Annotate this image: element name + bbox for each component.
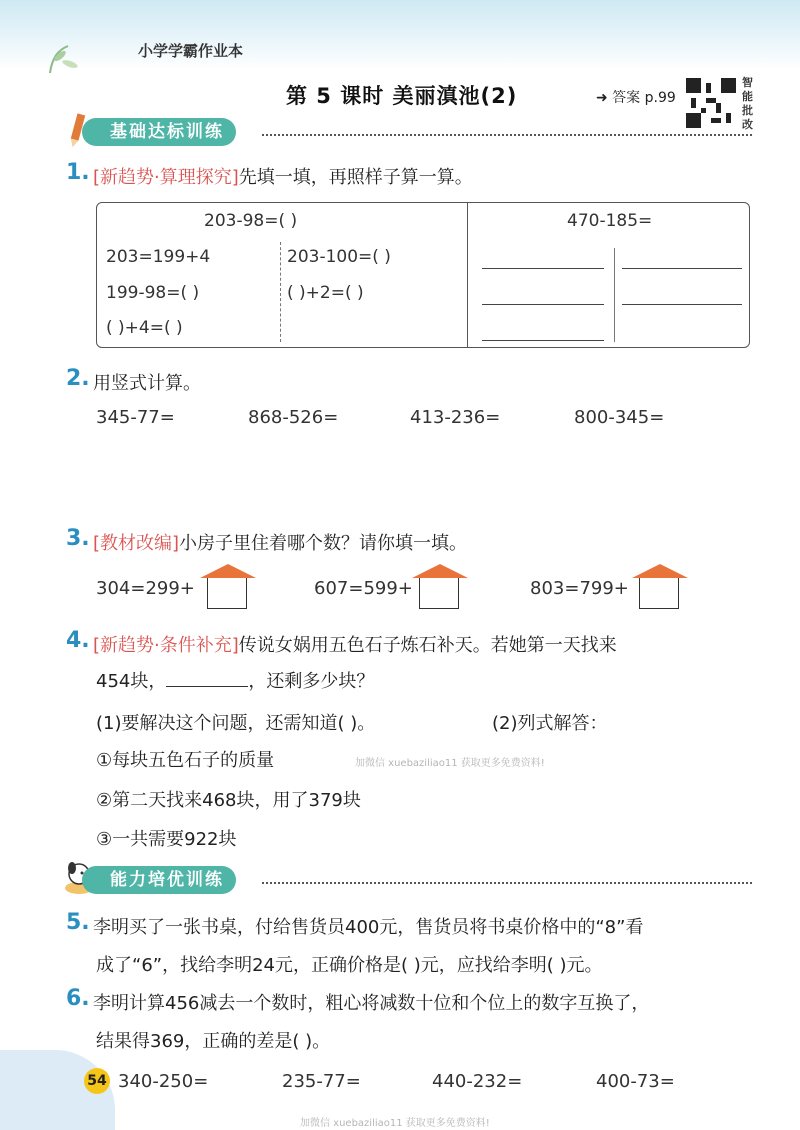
section-advanced-training: 能力培优训练 <box>82 866 236 894</box>
answer-line[interactable] <box>482 340 604 341</box>
answer-line[interactable] <box>622 304 742 305</box>
qr-code-icon[interactable] <box>686 76 736 130</box>
answer-line[interactable] <box>482 268 604 269</box>
question-1-text <box>93 163 473 189</box>
example-equation: 203-98=( ) <box>204 211 298 231</box>
vertical-calc-item: 868-526= <box>248 407 339 428</box>
house-equation: 304=299+ <box>96 578 195 599</box>
question-number: 5. <box>66 910 90 935</box>
footer-calc-item: 400-73= <box>596 1071 675 1092</box>
vertical-calc-item: 800-345= <box>574 407 665 428</box>
footer-calc-item: 440-232= <box>432 1071 523 1092</box>
question-tag: [新趋势·算理探究] <box>93 167 239 188</box>
question-number: 6. <box>66 986 90 1011</box>
lesson-title: 第 5 课时 美丽滇池(2) <box>286 84 518 108</box>
answer-line[interactable] <box>622 268 742 269</box>
condition-blank[interactable] <box>166 670 248 687</box>
question-tag: [新趋势·条件补充] <box>93 635 239 656</box>
vertical-calc-item: 413-236= <box>410 407 501 428</box>
house-answer-box[interactable] <box>200 564 256 609</box>
condition-end: ，还剩多少块？ <box>248 671 375 692</box>
question-instruction: 小房子里住着哪个数？请你填一填。 <box>179 533 468 554</box>
question-4-line2 <box>96 667 374 693</box>
question-instruction: 传说女娲用五色石子炼石补天。若她第一天找来 <box>238 635 617 656</box>
condition-start: 454块， <box>96 671 167 692</box>
house-answer-box[interactable] <box>412 564 468 609</box>
question-5-line2[interactable]: 成了“6”，找给李明24元，正确价格是( )元，应找给李明( )元。 <box>96 955 603 976</box>
question-6-line1: 李明计算456减去一个数时，粗心将减数十位和个位上的数字互换了， <box>93 993 650 1014</box>
practice-equation: 470-185= <box>567 211 653 231</box>
question-instruction: 先填一填，再照样子算一算。 <box>238 167 473 188</box>
footer-calc-item: 340-250= <box>118 1071 209 1092</box>
answer-divider <box>614 248 615 342</box>
table-divider <box>467 203 468 347</box>
answer-reference: ➜ 答案 p.99 <box>596 90 676 106</box>
step-line: 203=199+4 <box>106 247 211 267</box>
dashed-divider <box>280 242 281 342</box>
section-divider <box>262 134 752 136</box>
question-4-text <box>93 631 617 657</box>
house-equation: 803=799+ <box>530 578 629 599</box>
house-answer-box[interactable] <box>632 564 688 609</box>
question-tag: [教材改编] <box>93 533 180 554</box>
section-divider <box>262 882 752 884</box>
sub-question-1[interactable]: (1)要解决这个问题，还需知道( )。 <box>96 713 376 734</box>
condition-option: ②第二天找来468块，用了379块 <box>96 790 361 811</box>
vertical-calc-item: 345-77= <box>96 407 175 428</box>
question-5-line1: 李明买了一张书桌，付给售货员400元，售货员将书桌价格中的“8”看 <box>93 917 644 938</box>
condition-option: ①每块五色石子的质量 <box>96 750 275 771</box>
question-number: 2. <box>66 366 90 391</box>
question-3-text <box>93 529 467 555</box>
series-title: 小学学霸作业本 <box>138 42 244 60</box>
question-number: 4. <box>66 628 90 653</box>
step-line[interactable]: 203-100=( ) <box>287 247 391 267</box>
sub-question-2: (2)列式解答： <box>492 713 608 734</box>
smart-grading-label: 智能批改 <box>742 76 753 131</box>
question-2-text: 用竖式计算。 <box>93 373 201 394</box>
page-number: 54 <box>84 1068 110 1094</box>
leaf-logo-icon <box>40 38 90 78</box>
footer-calc-item: 235-77= <box>282 1071 361 1092</box>
step-line[interactable]: ( )+2=( ) <box>287 283 364 303</box>
watermark: 加微信 xuebaziliao11 获取更多免费资料! <box>355 758 545 769</box>
condition-option: ③一共需要922块 <box>96 829 237 850</box>
step-line[interactable]: ( )+4=( ) <box>106 318 183 338</box>
header-band <box>0 0 800 70</box>
step-line[interactable]: 199-98=( ) <box>106 283 200 303</box>
answer-line[interactable] <box>482 304 604 305</box>
question-number: 1. <box>66 160 90 185</box>
question-number: 3. <box>66 526 90 551</box>
section-basic-training: 基础达标训练 <box>82 118 236 146</box>
question-6-line2[interactable]: 结果得369，正确的差是( )。 <box>96 1031 331 1052</box>
house-equation: 607=599+ <box>314 578 413 599</box>
watermark: 加微信 xuebaziliao11 获取更多免费资料! <box>300 1118 490 1129</box>
